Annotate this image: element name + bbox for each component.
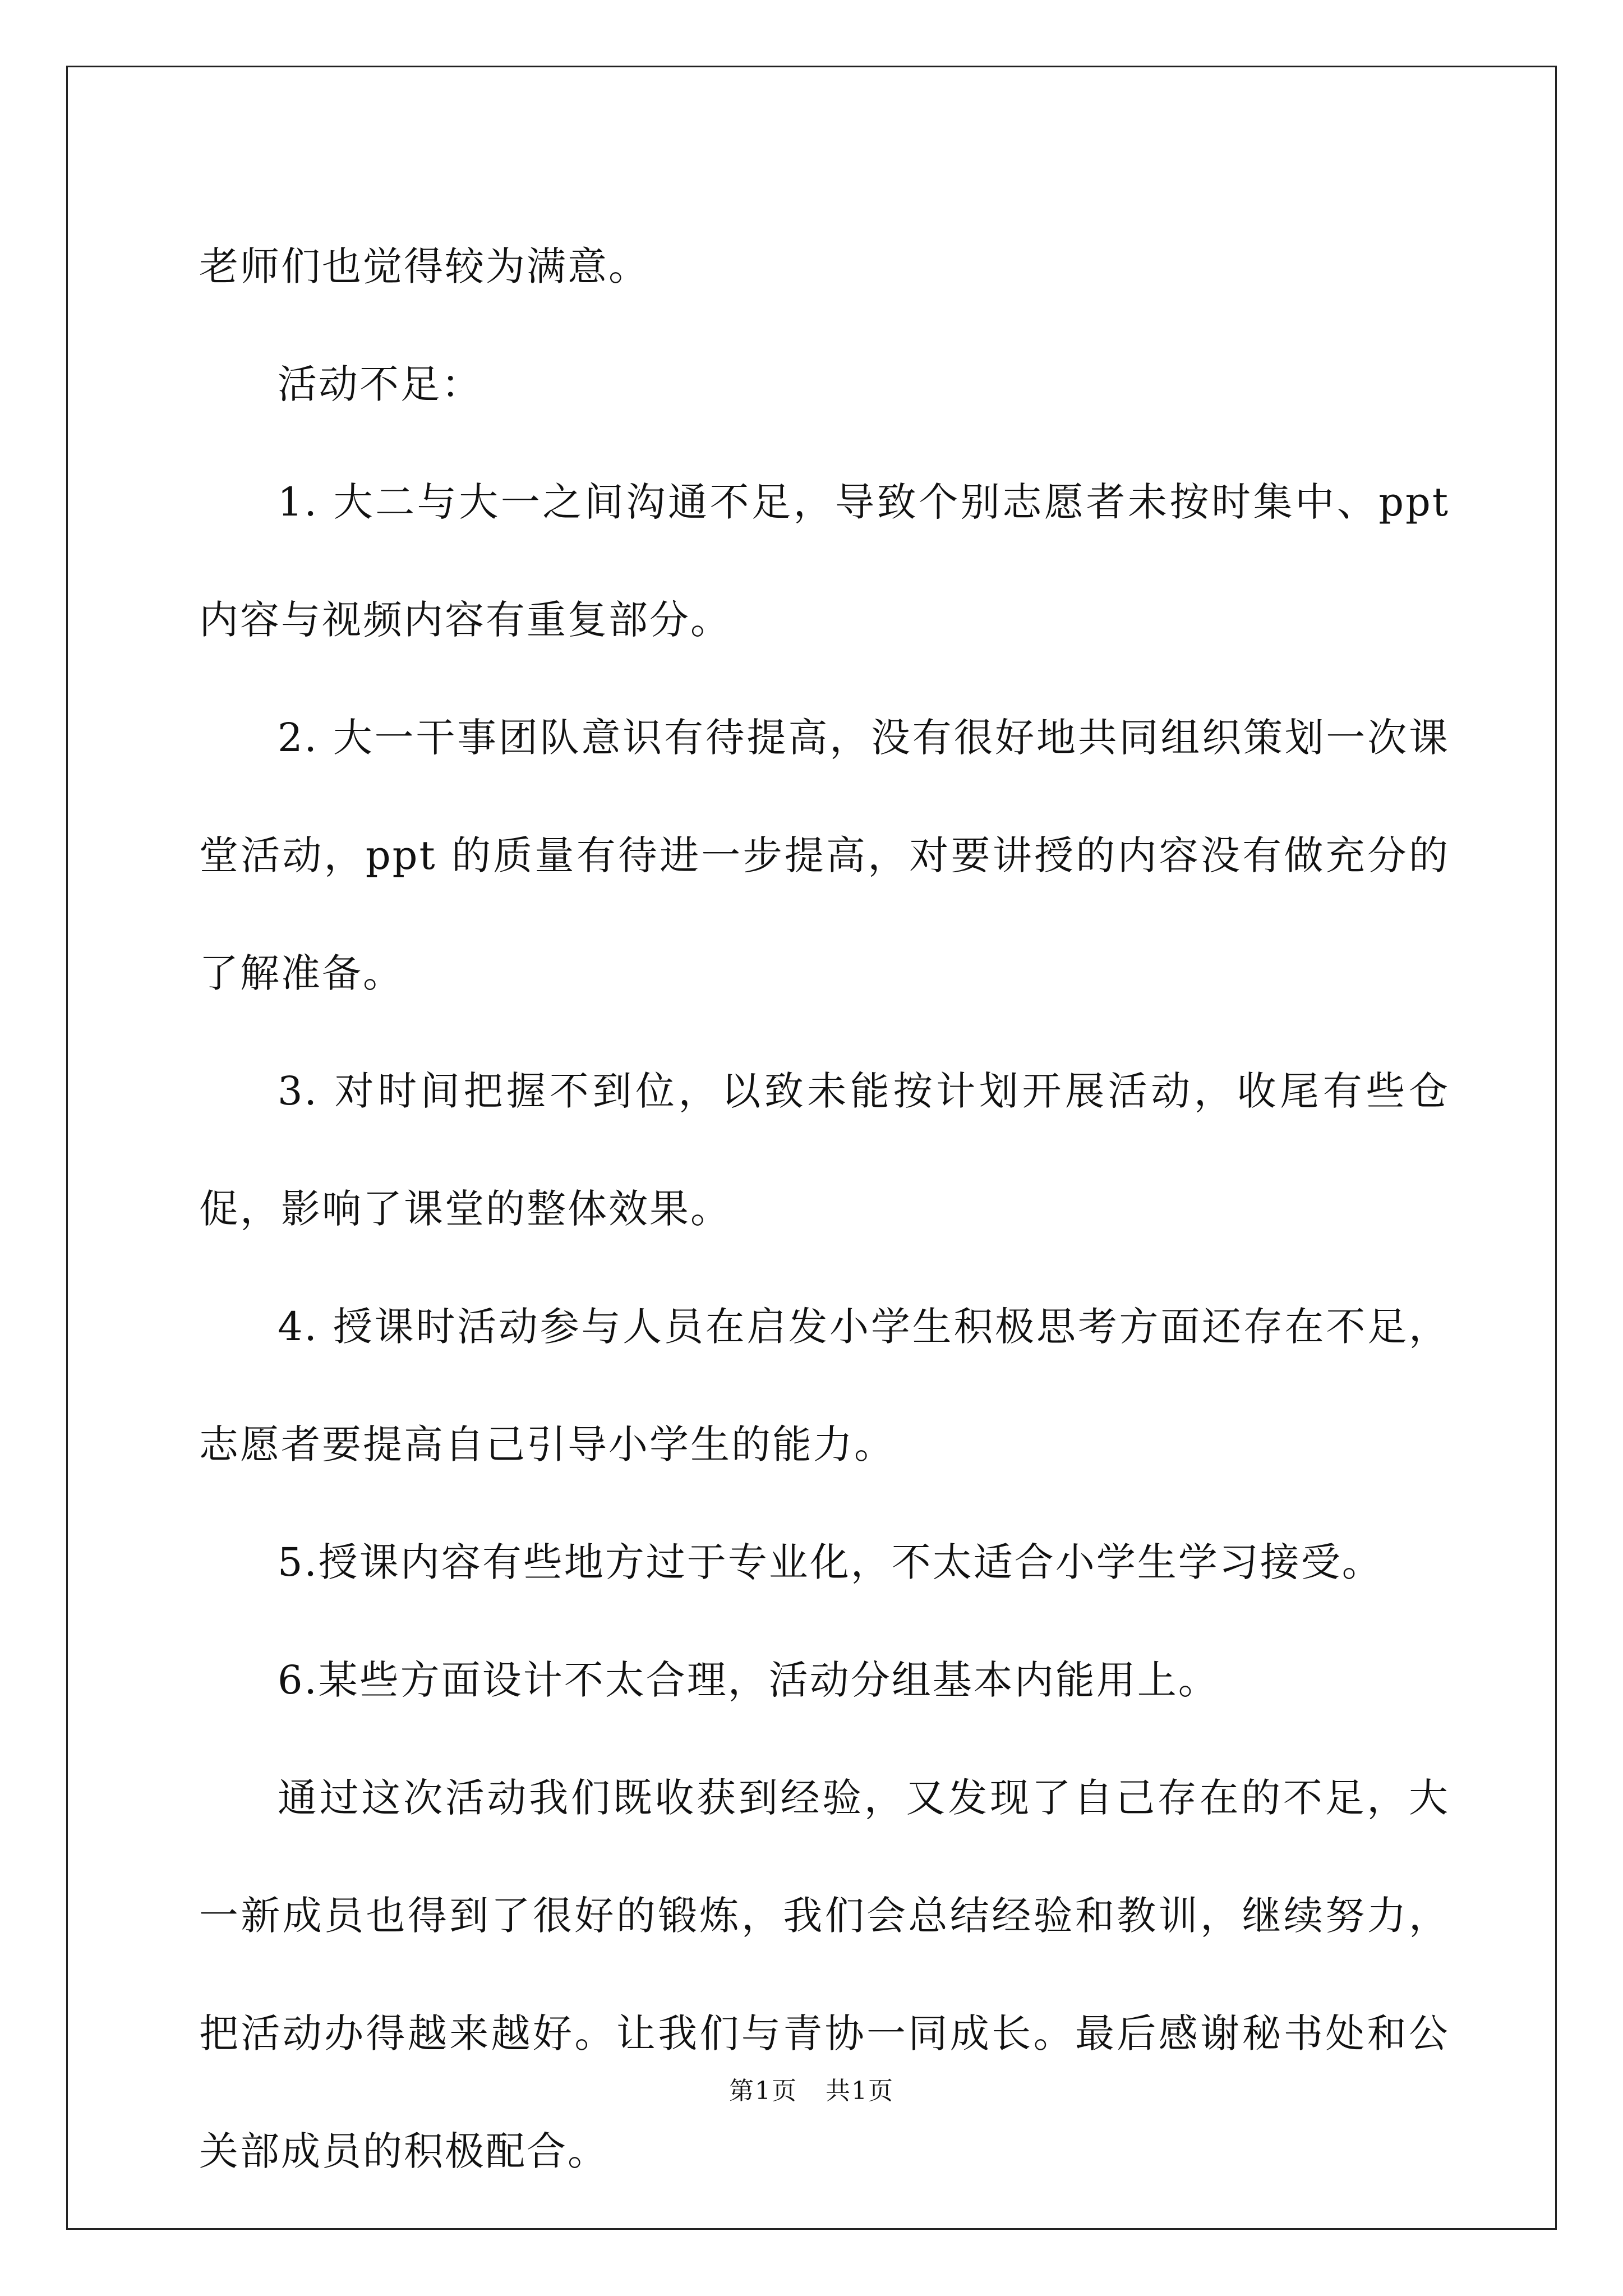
page-footer	[0, 2074, 1623, 2108]
paragraph: 2. 大一干事团队意识有待提高，没有很好地共同组织策划一次课堂活动，ppt 的质量有待进一步提高，对要讲授的内容没有做充分的了解准备。	[199, 715, 1450, 996]
page-number-current: 第1页	[729, 2077, 797, 2105]
paragraph: 3. 对时间把握不到位，以致未能按计划开展活动，收尾有些仓促，影响了课堂的整体效果。	[199, 1068, 1450, 1232]
paragraph: 5.授课内容有些地方过于专业化，不太适合小学生学习接受。	[278, 1539, 1383, 1585]
page-number-total: 共1页	[826, 2077, 894, 2105]
document-body	[199, 208, 1450, 2210]
paragraph: 通过这次活动我们既收获到经验，又发现了自己存在的不足，大一新成员也得到了很好的锻炼，我们会总结经验和教训，继续努力，把活动办得越来越好。让我们与青协一同成长。最后感谢秘书处和公关部成员的积极配合。	[199, 1775, 1450, 2174]
paragraph: 4. 授课时活动参与人员在启发小学生积极思考方面还存在不足，志愿者要提高自己引导小学生的能力。	[199, 1304, 1450, 1467]
paragraph: 1. 大二与大一之间沟通不足，导致个别志愿者未按时集中、ppt 内容与视频内容有重复部分。	[199, 479, 1450, 643]
paragraph: 活动不足：	[278, 361, 482, 407]
paragraph: 老师们也觉得较为满意。	[199, 243, 649, 289]
paragraph: 6.某些方面设计不太合理，活动分组基本内能用上。	[278, 1657, 1219, 1703]
